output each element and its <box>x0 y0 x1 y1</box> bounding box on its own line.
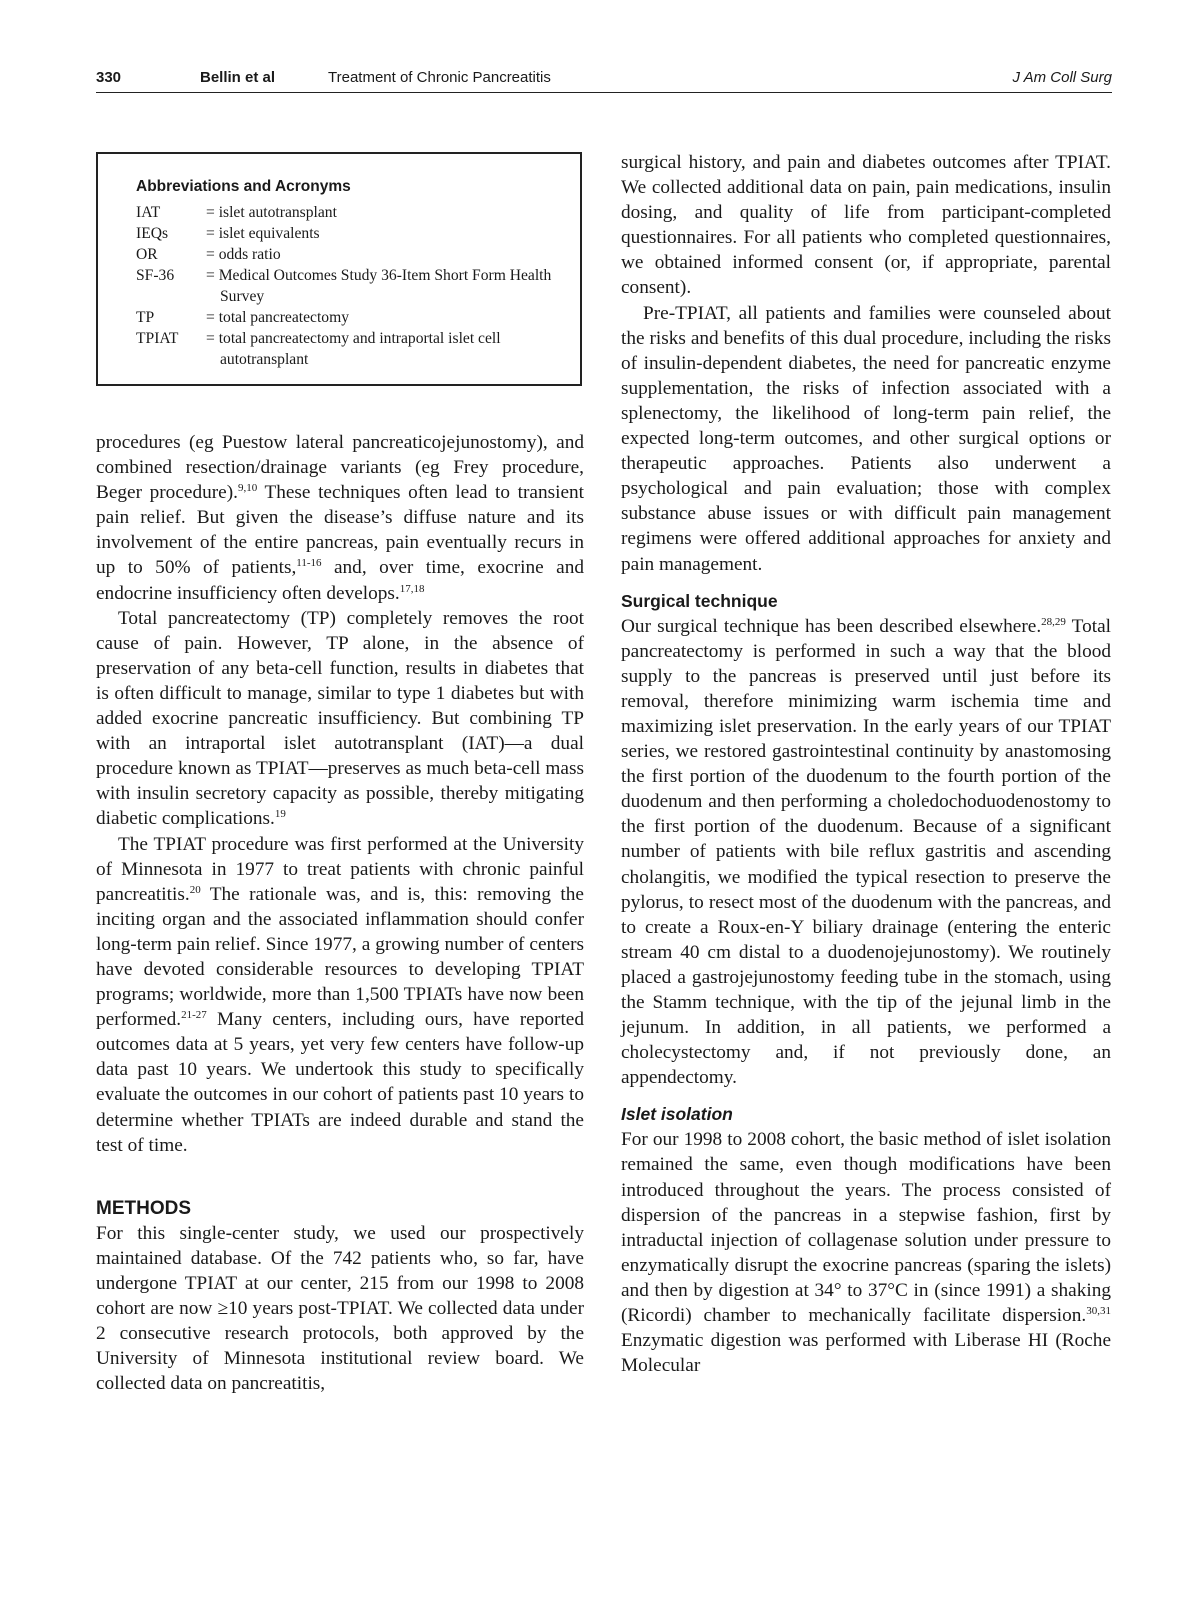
citation-ref: 20 <box>189 883 201 896</box>
abbreviation-definition: = odds ratio <box>206 246 281 263</box>
header-authors: Bellin et al <box>200 69 276 86</box>
abbreviation-term: IEQs <box>136 225 169 242</box>
paragraph-methods: For this single-center study, we used our prospectively maintained database. Of the 742 patients who, so far, have undergone TPIAT at our center, 215 from our 1998 to 2008 cohort are now ≥10 years post-TPIAT. We collected data under 2 consecutive research protocols, both approved by the University of Minnesota institutional review board. We collected data on pancreatitis, <box>96 1222 584 1395</box>
abbreviation-row <box>136 244 556 265</box>
abbreviation-row <box>136 202 556 223</box>
paragraph-total-pancreatectomy <box>96 606 584 832</box>
citation-ref: 17,18 <box>399 582 425 595</box>
page-number: 330 <box>96 69 122 86</box>
abbreviation-definition: = islet autotransplant <box>206 204 337 221</box>
citation-ref: 28,29 <box>1041 615 1066 628</box>
abbreviation-row <box>136 307 556 328</box>
abbreviation-term: TP <box>136 309 155 326</box>
abbreviation-row <box>136 265 556 307</box>
methods-heading: METHODS <box>96 1197 191 1219</box>
text-run: The rationale was, and is, this: removing the inciting organ and the associated inflammation should confer long-term pain relief. Since 1977, a growing number of centers have devoted considerable resources to developing TPIAT programs; worldwide, more than 1,500 TPIATs have now been performed. <box>96 883 584 1031</box>
abbreviations-title: Abbreviations and Acronyms <box>136 178 351 195</box>
text-run: Total pancreatectomy is performed in such a way that the blood supply to the pancreas is preserved until just before its removal, therefore minimizing warm ischemia time and maximizing islet preservation. In the early years of our TPIAT series, we restored gastrointestinal continuity by anastomosing the first portion of the duodenum to the fourth portion of the duodenum and then performing a choledochoduodenostomy to the first portion of the duodenum. Because of a significant number of patients with bile reflux gastritis and ascending cholangitis, we modified the typical resection to preserve the pylorus, to resect most of the duodenum with the pancreas, and to create a Roux-en-Y biliary drainage (entering the enteric stream 40 cm distal to a duodenojejunostomy). We routinely placed a gastrojejunostomy feeding tube in the stomach, using the Stamm technique, with the tip of the jejunal limb in the jejunum. In addition, in all patients, we performed a cholecystectomy and, if not previously done, an appendectomy. <box>621 615 1111 1089</box>
citation-ref: 30,31 <box>1086 1305 1111 1318</box>
paragraph-islet-isolation <box>621 1127 1111 1378</box>
running-header <box>96 66 1112 93</box>
surgical-technique-heading: Surgical technique <box>621 590 778 611</box>
abbreviation-row <box>136 223 556 244</box>
paragraph-surgical-history: surgical history, and pain and diabetes outcomes after TPIAT. We collected additional data on pain, pain medications, insulin dosing, and quality of life from participant-completed questionnaires. For all patients who completed questionnaires, we obtained informed consent (or, if appropriate, parental consent). <box>621 152 1111 299</box>
text-run: For our 1998 to 2008 cohort, the basic method of islet isolation remained the same, even though modifications have been introduced throughout the years. The process consisted of dispersion of the pancreas in a stepwise fashion, first by intraductal injection of collagenase solution under pressure to enzymatically disrupt the exocrine pancreas (sparing the islets) and then by digestion at 34° to 37°C in (since 1991) a shaking (Ricordi) chamber to mechanically facilitate dispersion. <box>621 1129 1111 1327</box>
paragraph-procedures <box>96 430 584 606</box>
text-run: Many centers, including ours, have reported outcomes data at 5 years, yet very few centers have follow-up data past 10 years. We undertook this study to specifically evaluate the outcomes in our cohort of patients past 10 years to determine whether TPIATs are indeed durable and stand the test of time. <box>96 1009 584 1156</box>
abbreviation-term: OR <box>136 246 158 263</box>
abbreviations-box <box>96 152 582 386</box>
text-run: Total pancreatectomy (TP) completely removes the root cause of pain. However, TP alone, in the absence of preservation of any beta-cell function, results in diabetes that is often difficult to manage, similar to type 1 diabetes but with added exocrine pancreatic insufficiency. But combining TP with an intraportal islet autotransplant (IAT)—a dual procedure known as TPIAT—preserves as much beta-cell mass with insulin secretory capacity as possible, thereby mitigating diabetic complications. <box>96 607 584 830</box>
text-run: These techniques often lead to transient pain relief. But given the disease’s diffuse nature and its involvement of the entire pancreas, pain eventually recurs in up to 50% of patients, <box>96 482 584 579</box>
abbreviation-term: TPIAT <box>136 330 179 347</box>
paragraph-tpiat-history <box>96 832 584 1158</box>
header-journal: J Am Coll Surg <box>1012 69 1112 86</box>
abbreviation-definition: = total pancreatectomy <box>206 309 350 326</box>
abbreviations-list <box>136 202 556 370</box>
paragraph-counseling: Pre-TPIAT, all patients and families were counseled about the risks and benefits of this dual procedure, including the risks of insulin-dependent diabetes, the need for pancreatic enzyme supplementation, the risks of infection associated with a splenectomy, the likelihood of long-term pain relief, the expected long-term outcomes, and other surgical options or therapeutic approaches. Patients also underwent a psychological and pain evaluation; those with complex substance abuse issues or with difficult pain management regimens were offered additional approaches for anxiety and pain management. <box>621 302 1111 575</box>
text-run: and, over time, exocrine and endocrine insufficiency often develops. <box>96 557 584 604</box>
header-running-title: Treatment of Chronic Pancreatitis <box>328 69 551 86</box>
right-column <box>621 150 1111 1378</box>
citation-ref: 21-27 <box>181 1009 207 1022</box>
citation-ref: 19 <box>274 808 286 821</box>
text-run: Enzymatic digestion was performed with Liberase HI (Roche Molecular <box>621 1330 1111 1377</box>
paragraph-surgical-technique <box>621 614 1111 1091</box>
abbreviation-row <box>136 328 556 370</box>
text-run: The TPIAT procedure was first performed at the University of Minnesota in 1977 to treat patients with chronic painful pancreatitis. <box>96 833 584 905</box>
left-column <box>96 430 584 1396</box>
abbreviation-definition: = Medical Outcomes Study 36-Item Short Form Health Survey <box>206 267 552 305</box>
islet-isolation-heading: Islet isolation <box>621 1104 733 1125</box>
abbreviation-definition: = total pancreatectomy and intraportal islet cell autotransplant <box>206 330 501 368</box>
text-run: procedures (eg Puestow lateral pancreaticojejunostomy), and combined resection/drainage variants (eg Frey procedure, Beger procedure). <box>96 432 584 504</box>
citation-ref: 9,10 <box>237 482 258 495</box>
citation-ref: 11-16 <box>296 557 322 570</box>
abbreviation-term: IAT <box>136 204 161 221</box>
abbreviation-term: SF-36 <box>136 267 175 284</box>
abbreviation-definition: = islet equivalents <box>206 225 320 242</box>
text-run: Our surgical technique has been described elsewhere. <box>621 615 1042 637</box>
